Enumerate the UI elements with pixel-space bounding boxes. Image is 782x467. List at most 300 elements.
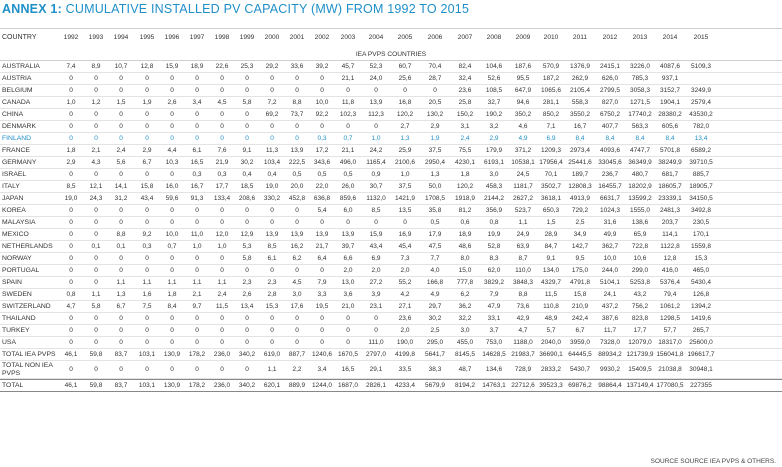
year-header: 2002	[314, 34, 330, 41]
capacity-cell: 0	[170, 267, 174, 274]
capacity-cell: 0	[170, 327, 174, 334]
capacity-cell: 16,7	[190, 183, 204, 190]
capacity-cell: 6,2	[292, 255, 302, 262]
capacity-cell: 2,4	[460, 135, 470, 142]
capacity-cell: 4,0	[430, 267, 440, 274]
table-row	[0, 229, 782, 241]
capacity-cell: 31,2	[114, 195, 128, 202]
country-name: ITALY	[2, 183, 20, 190]
capacity-cell: 0	[94, 87, 98, 94]
capacity-cell: 0	[69, 219, 73, 226]
capacity-cell: 196617,7	[687, 351, 715, 358]
capacity-cell: 81,2	[458, 207, 472, 214]
capacity-cell: 785,3	[631, 75, 649, 82]
capacity-cell: 9,2	[142, 231, 152, 238]
capacity-cell: 24,2	[369, 147, 383, 154]
capacity-cell: 1,0	[217, 243, 227, 250]
capacity-cell: 2,7	[400, 123, 410, 130]
capacity-cell: 0	[69, 135, 73, 142]
country-name: BELGIUM	[2, 87, 33, 94]
capacity-cell: 295,0	[426, 339, 444, 346]
capacity-cell: 2,3	[242, 279, 252, 286]
capacity-cell: 0	[145, 366, 149, 373]
capacity-cell: 8,0	[460, 255, 470, 262]
capacity-cell: 0,3	[192, 171, 202, 178]
capacity-cell: 523,7	[514, 207, 532, 214]
capacity-cell: 1,8	[66, 147, 76, 154]
capacity-cell: 0	[94, 267, 98, 274]
capacity-cell: 4913,9	[570, 195, 590, 202]
capacity-cell: 458,3	[485, 183, 503, 190]
capacity-cell: 1,1	[217, 279, 227, 286]
capacity-cell: 0	[220, 327, 224, 334]
capacity-cell: 27,2	[369, 279, 383, 286]
capacity-cell: 0	[69, 339, 73, 346]
capacity-cell: 0	[295, 219, 299, 226]
capacity-cell: 34,9	[573, 231, 587, 238]
capacity-cell: 10,6	[633, 255, 647, 262]
capacity-cell: 0	[220, 123, 224, 130]
capacity-cell: 31,6	[603, 219, 617, 226]
capacity-cell: 636,8	[313, 195, 331, 202]
capacity-cell: 0	[220, 135, 224, 142]
capacity-cell: 45,4	[398, 243, 412, 250]
capacity-cell: 0	[433, 87, 437, 94]
country-name: NETHERLANDS	[2, 243, 53, 250]
capacity-cell: 1,9	[142, 99, 152, 106]
capacity-cell: 11,0	[190, 231, 204, 238]
capacity-cell: 0	[295, 267, 299, 274]
capacity-cell: 0	[94, 231, 98, 238]
capacity-cell: 0	[94, 219, 98, 226]
capacity-cell: 0	[94, 207, 98, 214]
capacity-cell: 0	[245, 135, 249, 142]
capacity-cell: 3058,3	[630, 87, 650, 94]
capacity-cell: 6,1	[267, 255, 277, 262]
year-header: 2014	[662, 34, 678, 41]
capacity-cell: 102,3	[339, 111, 357, 118]
capacity-cell: 0,3	[317, 135, 327, 142]
capacity-cell: 14,1	[114, 183, 128, 190]
year-header: 2000	[264, 34, 280, 41]
capacity-cell: 8,4	[167, 303, 177, 310]
capacity-cell: 25,8	[458, 99, 472, 106]
capacity-cell: 2799,5	[600, 87, 620, 94]
capacity-cell: 0	[69, 123, 73, 130]
capacity-cell: 0	[220, 219, 224, 226]
capacity-cell: 39,7	[341, 243, 355, 250]
capacity-cell: 1,2	[91, 99, 101, 106]
capacity-cell: 558,3	[571, 99, 589, 106]
country-name: PORTUGAL	[2, 267, 40, 274]
capacity-cell: 10538,1	[511, 159, 535, 166]
capacity-cell: 18,5	[240, 183, 254, 190]
capacity-cell: 0	[195, 366, 199, 373]
capacity-cell: 887,7	[288, 351, 306, 358]
capacity-cell: 35,8	[428, 207, 442, 214]
capacity-cell: 4199,8	[395, 351, 415, 358]
capacity-cell: 14628,5	[482, 351, 506, 358]
capacity-cell: 24,5	[516, 171, 530, 178]
capacity-cell: 178,2	[188, 382, 206, 389]
country-name: DENMARK	[2, 123, 36, 130]
capacity-cell: 0	[69, 279, 73, 286]
capacity-cell: 0	[270, 87, 274, 94]
table-row	[0, 121, 782, 133]
year-header: 2007	[457, 34, 473, 41]
capacity-cell: 6589,2	[691, 147, 711, 154]
capacity-cell: 28,7	[428, 75, 442, 82]
capacity-cell: 59,8	[89, 351, 103, 358]
capacity-cell: 150,2	[456, 111, 474, 118]
capacity-cell: 3226,0	[630, 63, 650, 70]
capacity-cell: 0	[245, 75, 249, 82]
capacity-cell: 2,4	[116, 147, 126, 154]
capacity-cell: 38249,9	[658, 159, 682, 166]
capacity-cell: 0	[320, 327, 324, 334]
capacity-cell: 0	[170, 135, 174, 142]
capacity-cell: 0	[170, 111, 174, 118]
capacity-cell: 37,5	[428, 147, 442, 154]
capacity-cell: 681,7	[661, 171, 679, 178]
capacity-cell: 28,9	[544, 231, 558, 238]
year-header: 2013	[632, 34, 648, 41]
capacity-cell: 2,5	[430, 327, 440, 334]
capacity-cell: 0	[403, 87, 407, 94]
capacity-cell: 850,2	[542, 111, 560, 118]
capacity-cell: 0,5	[317, 171, 327, 178]
capacity-cell: 16,7	[573, 123, 587, 130]
capacity-cell: 39710,5	[689, 159, 713, 166]
capacity-cell: 178,2	[188, 351, 206, 358]
capacity-cell: 937,1	[661, 75, 679, 82]
annex-label: ANNEX 1:	[2, 2, 62, 16]
capacity-cell: 4230,1	[455, 159, 475, 166]
country-name: THAILAND	[2, 315, 36, 322]
capacity-cell: 3618,1	[541, 195, 561, 202]
capacity-cell: 21983,7	[511, 351, 535, 358]
capacity-cell: 0	[295, 75, 299, 82]
table-row	[0, 253, 782, 265]
capacity-cell: 49,9	[603, 231, 617, 238]
capacity-cell: 8,9	[91, 63, 101, 70]
capacity-cell: 0	[270, 327, 274, 334]
capacity-cell: 0	[374, 327, 378, 334]
capacity-cell: 407,7	[601, 123, 619, 130]
table-row	[0, 241, 782, 253]
capacity-cell: 32,4	[458, 75, 472, 82]
capacity-cell: 0	[220, 267, 224, 274]
capacity-cell: 236,0	[213, 351, 231, 358]
capacity-cell: 1,3	[400, 135, 410, 142]
capacity-cell: 6,7	[142, 159, 152, 166]
capacity-cell: 189,7	[571, 171, 589, 178]
capacity-cell: 0	[145, 207, 149, 214]
capacity-cell: 1,1	[142, 279, 152, 286]
capacity-cell: 0	[94, 327, 98, 334]
capacity-cell: 0	[119, 207, 123, 214]
capacity-cell: 21038,8	[658, 366, 682, 373]
capacity-cell: 0	[170, 87, 174, 94]
capacity-cell: 9930,2	[600, 366, 620, 373]
capacity-cell: 2,9	[430, 123, 440, 130]
capacity-cell: 22,0	[315, 183, 329, 190]
capacity-cell: 22,6	[215, 63, 229, 70]
capacity-cell: 179,9	[485, 147, 503, 154]
capacity-cell: 34150,5	[689, 195, 713, 202]
capacity-cell: 1,5	[116, 99, 126, 106]
capacity-cell: 12,9	[240, 231, 254, 238]
capacity-cell: 0	[270, 207, 274, 214]
capacity-cell: 0	[94, 111, 98, 118]
capacity-cell: 114,1	[662, 231, 678, 238]
capacity-cell: 0	[270, 315, 274, 322]
capacity-cell: 0	[145, 315, 149, 322]
year-header: 2012	[602, 34, 618, 41]
table-row	[0, 349, 782, 361]
capacity-cell: 12,0	[215, 231, 229, 238]
capacity-cell: 52,6	[487, 75, 501, 82]
capacity-cell: 0	[170, 339, 174, 346]
capacity-cell: 8,8	[518, 291, 528, 298]
capacity-cell: 1,0	[192, 243, 202, 250]
capacity-cell: 70,1	[544, 171, 558, 178]
capacity-cell: 1904,1	[660, 99, 680, 106]
capacity-cell: 60,7	[398, 63, 412, 70]
iea-pvps-countries-label: IEA PVPS COUNTRIES	[355, 51, 427, 58]
capacity-cell: 2,0	[343, 267, 353, 274]
capacity-cell: 92,2	[315, 111, 329, 118]
capacity-cell: 0	[295, 135, 299, 142]
capacity-cell: 362,7	[601, 243, 619, 250]
capacity-cell: 33,5	[398, 366, 412, 373]
capacity-cell: 7,2	[267, 99, 277, 106]
capacity-cell: 1181,7	[513, 183, 533, 190]
capacity-cell: 29,2	[265, 63, 279, 70]
capacity-cell: 236,7	[601, 171, 619, 178]
capacity-cell: 13599,2	[628, 195, 652, 202]
table-row	[0, 97, 782, 109]
capacity-cell: 0	[170, 219, 174, 226]
capacity-cell: 10,0	[315, 99, 329, 106]
capacity-cell: 330,2	[263, 195, 281, 202]
capacity-cell: 0	[195, 75, 199, 82]
capacity-cell: 230,5	[692, 219, 710, 226]
capacity-cell: 1,1	[91, 291, 101, 298]
capacity-cell: 12079,0	[628, 339, 652, 346]
capacity-cell: 7,9	[317, 279, 327, 286]
capacity-cell: 208,6	[238, 195, 256, 202]
capacity-cell: 626,0	[601, 75, 619, 82]
country-name: AUSTRALIA	[2, 63, 40, 70]
capacity-cell: 28380,2	[658, 111, 682, 118]
capacity-table	[0, 28, 782, 392]
capacity-cell: 5641,7	[425, 351, 445, 358]
capacity-cell: 0	[170, 315, 174, 322]
capacity-cell: 0	[145, 267, 149, 274]
table-row	[0, 313, 782, 325]
capacity-cell: 30,2	[428, 315, 442, 322]
capacity-cell: 23,6	[398, 315, 412, 322]
capacity-cell: 3,4	[192, 99, 202, 106]
capacity-cell: 859,6	[339, 195, 357, 202]
capacity-cell: 22712,6	[511, 382, 535, 389]
capacity-cell: 0	[170, 207, 174, 214]
capacity-cell: 0,8	[66, 291, 76, 298]
capacity-cell: 6631,7	[600, 195, 620, 202]
capacity-cell: 0	[145, 135, 149, 142]
capacity-cell: 0	[170, 123, 174, 130]
capacity-cell: 46,1	[64, 382, 78, 389]
capacity-cell: 50,0	[428, 183, 442, 190]
table-row	[0, 109, 782, 121]
capacity-cell: 210,9	[571, 303, 589, 310]
capacity-cell: 1,5	[546, 219, 556, 226]
capacity-cell: 0	[69, 207, 73, 214]
capacity-cell: 23,1	[369, 303, 383, 310]
capacity-cell: 15,9	[369, 231, 383, 238]
capacity-cell: 605,6	[661, 123, 679, 130]
capacity-cell: 13,5	[398, 207, 412, 214]
capacity-cell: 1,3	[116, 291, 126, 298]
capacity-cell: 0	[94, 123, 98, 130]
capacity-cell: 0	[119, 135, 123, 142]
capacity-cell: 0	[245, 267, 249, 274]
capacity-cell: 0	[220, 111, 224, 118]
capacity-cell: 0	[270, 135, 274, 142]
capacity-cell: 9,5	[575, 255, 585, 262]
capacity-cell: 25441,6	[568, 159, 592, 166]
capacity-cell: 0,6	[460, 219, 470, 226]
country-column-header: COUNTRY	[2, 34, 37, 41]
capacity-cell: 5109,3	[691, 63, 711, 70]
capacity-cell: 1,1	[116, 279, 126, 286]
capacity-cell: 190,0	[396, 339, 414, 346]
capacity-cell: 5,8	[91, 303, 101, 310]
capacity-cell: 15,9	[165, 63, 179, 70]
capacity-cell: 6750,2	[600, 111, 620, 118]
year-header: 1995	[139, 34, 155, 41]
capacity-cell: 5,6	[116, 159, 126, 166]
capacity-cell: 350,2	[514, 111, 532, 118]
capacity-cell: 110,8	[543, 303, 559, 310]
capacity-cell: 69,2	[265, 111, 279, 118]
capacity-cell: 0	[145, 87, 149, 94]
capacity-cell: 0	[346, 219, 350, 226]
capacity-cell: 0	[94, 255, 98, 262]
table-body	[0, 61, 782, 392]
capacity-cell: 108,5	[485, 87, 503, 94]
capacity-cell: 0	[195, 219, 199, 226]
capacity-cell: 2,6	[167, 99, 177, 106]
capacity-cell: 480,7	[631, 171, 649, 178]
capacity-cell: 0	[69, 75, 73, 82]
capacity-cell: 0	[119, 366, 123, 373]
capacity-cell: 0	[346, 339, 350, 346]
capacity-cell: 13,9	[290, 147, 304, 154]
capacity-cell: 0	[119, 171, 123, 178]
capacity-cell: 25,3	[240, 63, 254, 70]
capacity-cell: 4,3	[91, 159, 101, 166]
capacity-cell: 18202,9	[628, 183, 652, 190]
capacity-cell: 7,9	[489, 291, 499, 298]
capacity-cell: 17956,4	[539, 159, 563, 166]
capacity-cell: 227355	[690, 382, 712, 389]
year-header: 1997	[189, 34, 205, 41]
capacity-cell: 25600,0	[689, 339, 713, 346]
country-name: FRANCE	[2, 147, 30, 154]
capacity-cell: 0	[170, 171, 174, 178]
capacity-cell: 2,1	[91, 147, 101, 154]
capacity-cell: 0	[245, 87, 249, 94]
capacity-cell: 0	[270, 75, 274, 82]
capacity-cell: 0,7	[167, 243, 177, 250]
capacity-cell: 18317,0	[658, 339, 682, 346]
capacity-cell: 885,7	[692, 171, 710, 178]
table-row	[0, 181, 782, 193]
capacity-cell: 73,7	[290, 111, 304, 118]
capacity-cell: 59,8	[89, 382, 103, 389]
capacity-cell: 0	[119, 327, 123, 334]
capacity-cell: 2579,4	[691, 99, 711, 106]
capacity-cell: 728,9	[514, 366, 532, 373]
capacity-cell: 17740,2	[628, 111, 652, 118]
table-row	[0, 205, 782, 217]
country-name: USA	[2, 339, 16, 346]
capacity-cell: 0	[69, 267, 73, 274]
capacity-cell: 0	[119, 219, 123, 226]
capacity-cell: 2481,3	[660, 207, 680, 214]
capacity-cell: 13,4	[694, 135, 708, 142]
capacity-cell: 455,0	[456, 339, 474, 346]
table-row	[0, 337, 782, 349]
capacity-cell: 1132,0	[366, 195, 386, 202]
capacity-cell: 17,6	[290, 303, 304, 310]
capacity-cell: 650,3	[542, 207, 560, 214]
capacity-cell: 15,0	[458, 267, 472, 274]
capacity-cell: 19,0	[64, 195, 78, 202]
capacity-cell: 0	[220, 207, 224, 214]
capacity-cell: 88934,2	[598, 351, 622, 358]
capacity-cell: 12,8	[663, 255, 677, 262]
country-name: ISRAEL	[2, 171, 27, 178]
capacity-cell: 32,7	[487, 99, 501, 106]
capacity-cell: 6,0	[343, 207, 353, 214]
capacity-cell: 1,1	[192, 279, 202, 286]
capacity-cell: 4087,6	[660, 63, 680, 70]
capacity-cell: 25,9	[398, 147, 412, 154]
capacity-cell: 26,0	[341, 183, 355, 190]
capacity-cell: 6,7	[116, 303, 126, 310]
capacity-cell: 156041,8	[656, 351, 684, 358]
table-row	[0, 193, 782, 205]
capacity-cell: 0	[119, 111, 123, 118]
capacity-cell: 36,2	[458, 303, 472, 310]
capacity-cell: 5430,4	[691, 279, 711, 286]
capacity-cell: 120,2	[456, 183, 474, 190]
capacity-cell: 0	[195, 207, 199, 214]
year-header: 2006	[427, 34, 443, 41]
capacity-cell: 0	[374, 123, 378, 130]
capacity-cell: 138,6	[631, 219, 649, 226]
capacity-cell: 7,5	[142, 303, 152, 310]
capacity-cell: 3550,2	[570, 111, 590, 118]
capacity-cell: 16,8	[398, 99, 412, 106]
table-row	[0, 169, 782, 181]
capacity-cell: 0	[119, 315, 123, 322]
country-name: AUSTRIA	[2, 75, 32, 82]
capacity-cell: 83,7	[114, 351, 128, 358]
